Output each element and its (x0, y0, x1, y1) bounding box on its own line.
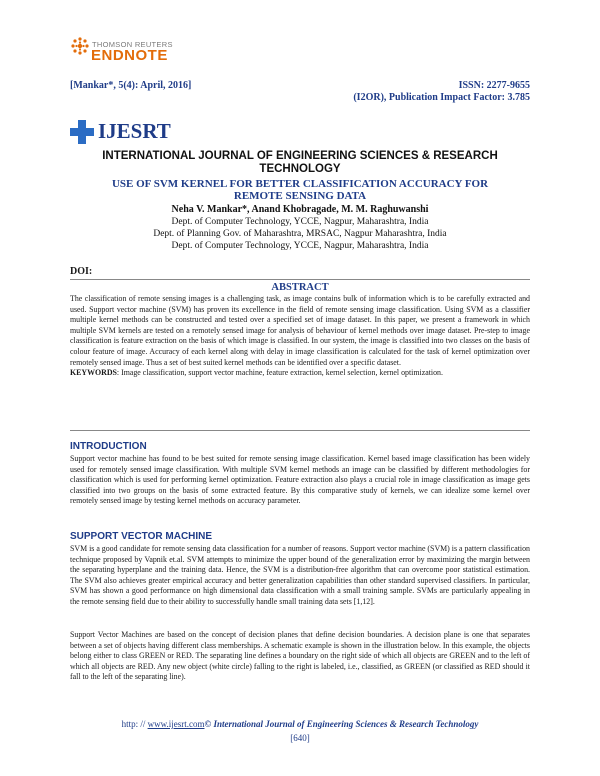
page-footer (70, 719, 530, 729)
issn-block (353, 80, 530, 104)
journal-acronym: IJESRT (98, 119, 171, 143)
abstract-text: The classification of remote sensing images is a challenging task, as image contains bulk of information which is to be carefully extracted and used. Support vector machine (SVM) has proven its excellence in the field of remote sensing image classification. Using SVM as a classifier multiple kernel methods can be constructed and tested over a specified set of image dataset. In this paper, we present a framework in which multiple SVM kernels are tested on a remotely sensed image for analysis of behaviour of kernel methods over image dataset. Pre-step to image classification is feature extraction on the basis of which image is classified. In our system, the image is classified into two classes on the basis of colour feature of image. Accuracy of each kernel along with delay in image classification is calculated for the task of kernel optimization over remotely sensed image. Thus a set of best suited kernel methods can be identified over a specific dataset. (70, 294, 530, 367)
section-divider (70, 430, 530, 431)
journal-url-link[interactable]: www.ijesrt.com (147, 719, 205, 729)
paper-title (70, 178, 530, 202)
impact-factor-line: (I2OR), Publication Impact Factor: 3.785 (353, 92, 530, 103)
company-name: THOMSON REUTERS (92, 40, 173, 49)
author-list: Neha V. Mankar*, Anand Khobragade, M. M. Raghuwanshi (171, 204, 429, 215)
affiliation: Dept. of Computer Technology, YCCE, Nagpur, Maharashtra, India (171, 241, 429, 251)
svm-paragraph: SVM is a good candidate for remote sensing data classification for a number of reasons. Support vector machine (SVM) is a pattern classification technique proposed by Vapnik et.al. SVM attempts to minimize the upper bound of the generalization error by maximizing the margin between the separating hyperplane and the training data. Hence, the SVM is a distribution-free algorithm that can overcome poor statistical estimation. The SVM also achieves greater empirical accuracy and better generalization capabilities than other standard supervised classifiers. In particular, SVM has shown a good performance on high dimensional data classification with a small training sample. SVMs are particularly appealing in the remote sensing field due to their ability to successfully handle small training data sets [1,12]. (70, 544, 530, 606)
affiliation: Dept. of Planning Gov. of Maharashtra, MRSAC, Nagpur Maharashtra, India (153, 229, 447, 239)
abstract-body (70, 294, 530, 379)
brand-name: ENDNOTE (91, 47, 168, 64)
footer-copyright: © International Journal of Engineering Sciences & Research Technology (204, 719, 479, 729)
introduction-heading: INTRODUCTION (70, 441, 147, 452)
citation-header: [Mankar*, 5(4): April, 2016] (70, 80, 192, 91)
paper-title-line1: USE OF SVM KERNEL FOR BETTER CLASSIFICATION ACCURACY FOR (111, 178, 489, 190)
doi-label: DOI: (70, 266, 93, 277)
introduction-body: Support vector machine has found to be best suited for remote sensing image classification. Kernel based image classification has been widely used for remotely sensed image classification. With multiple SVM kernel methods an image can be classified by different methodologies for classification which is used for performing kernel optimization. Feature extraction also plays a crucial role in image classification as image gets classified into two groups on the basis of some extracted feature. By this comparative study of kernels, we can idealize some kernel over remotely sensed image by testing kernel methods on accuracy parameter. (70, 454, 530, 506)
endnote-logo (70, 34, 220, 74)
svm-paragraph: Support Vector Machines are based on the concept of decision planes that define decision boundaries. A decision plane is one that separates between a set of objects having different class memberships. A schematic example is shown in the illustration below. In this example, the objects belong either to class GREEN or RED. The separating line defines a boundary on the right side of which all objects are GREEN and to the left of which all objects are RED. Any new object (white circle) falling to the right is labeled, i.e., classified, as GREEN (or classified as RED should it fall to the left of the separating line). (70, 630, 530, 682)
page-number: [640] (290, 733, 310, 743)
paper-title-line2: REMOTE SENSING DATA (233, 190, 367, 202)
keywords-text: : Image classification, support vector machine, feature extraction, kernel selection, kernel optimization. (116, 368, 443, 378)
section-divider (70, 279, 530, 280)
keywords-label: KEYWORDS (70, 368, 117, 378)
footer-prefix: http: // (121, 719, 148, 729)
abstract-heading: ABSTRACT (271, 282, 329, 293)
plus-cross-icon (70, 120, 94, 144)
journal-name (70, 150, 530, 176)
issn-line: ISSN: 2277-9655 (458, 80, 530, 91)
journal-name-line1: INTERNATIONAL JOURNAL OF ENGINEERING SCIENCES & RESEARCH (102, 150, 498, 162)
svm-heading: SUPPORT VECTOR MACHINE (70, 531, 213, 542)
thomson-reuters-dots-icon (70, 36, 90, 58)
journal-name-line2: TECHNOLOGY (259, 163, 341, 175)
affiliation: Dept. of Computer Technology, YCCE, Nagpur, Maharashtra, India (171, 217, 429, 227)
